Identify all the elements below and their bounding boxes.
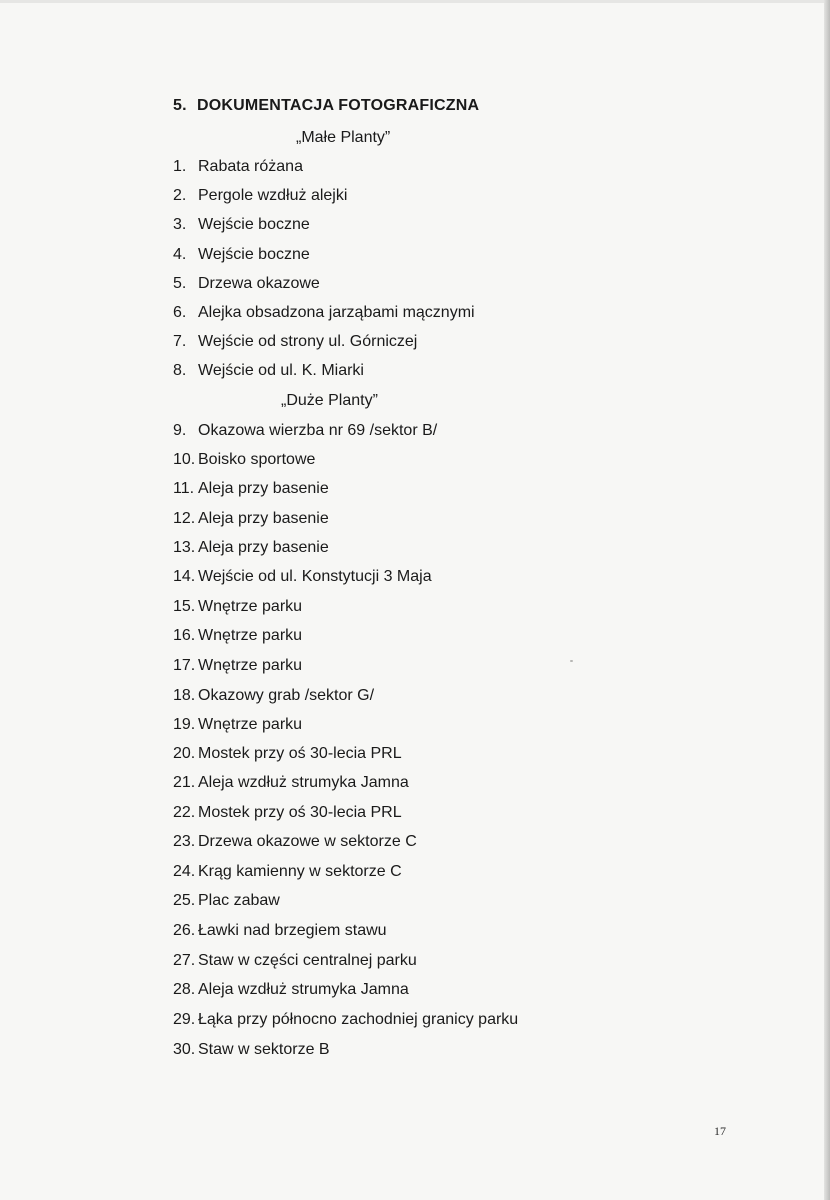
list-item [173,625,302,647]
list-item-text: Rabata różana [198,158,303,175]
list-item-text: Staw w części centralnej parku [198,952,417,969]
list-item-number: 18. [173,687,196,704]
list-item-text: Drzewa okazowe [198,275,320,292]
list-item [173,566,432,588]
list-item-text: Boisko sportowe [198,451,316,468]
list-item-number: 16. [173,627,196,644]
list-item-number: 29. [173,1011,196,1028]
list-item-text: Krąg kamienny w sektorze C [198,863,402,880]
list-item [173,920,387,942]
list-item [173,655,302,677]
list-item-text: Drzewa okazowe w sektorze C [198,833,417,850]
page-number: 17 [714,1124,726,1138]
scan-speck [570,660,573,662]
list-item-text: Aleja przy basenie [198,480,329,497]
list-item [173,950,417,972]
list-item [173,1009,518,1031]
list-item [173,508,329,530]
list-item-number: 30. [173,1041,196,1058]
list-item [173,802,402,824]
subsection-title-duze-planty: „Duże Planty” [281,392,378,409]
list-item [173,214,310,236]
list-item [173,831,417,853]
list-item [173,420,437,442]
section-heading [173,97,479,115]
list-item-number: 21. [173,774,196,791]
list-item-number: 22. [173,804,196,821]
list-item [173,861,402,883]
list-item-number: 2. [173,187,187,204]
list-item [173,244,310,266]
list-item-text: Wnętrze parku [198,657,303,674]
list-item [173,478,329,500]
list-item-text: Wejście boczne [198,246,310,263]
list-item-number: 10. [173,451,196,468]
page-right-edge [824,0,830,1200]
list-item-number: 8. [173,362,187,379]
list-item-number: 12. [173,510,196,527]
list-item [173,302,475,324]
list-item-number: 13. [173,539,196,556]
list-item [173,449,315,471]
list-item-text: Staw w sektorze B [198,1041,330,1058]
list-item [173,743,402,765]
list-item-text: Aleja wzdłuż strumyka Jamna [198,981,409,998]
list-item [173,331,417,353]
list-item-text: Pergole wzdłuż alejki [198,187,348,204]
list-item-text: Alejka obsadzona jarząbami mącznymi [198,304,475,321]
list-item-number: 27. [173,952,196,969]
list-item-number: 28. [173,981,196,998]
list-item-number: 3. [173,216,187,233]
list-item-text: Wejście boczne [198,216,310,233]
list-item [173,273,320,295]
list-item-text: Wejście od ul. K. Miarki [198,362,364,379]
list-item [173,156,303,178]
list-item-number: 7. [173,333,187,350]
subsection-title-male-planty: „Małe Planty” [296,129,391,146]
list-item-text: Wnętrze parku [198,598,303,615]
list-item-number: 17. [173,657,196,674]
list-item-text: Mostek przy oś 30-lecia PRL [198,804,402,821]
list-item-text: Wejście od ul. Konstytucji 3 Maja [198,568,432,585]
page-top-edge [0,0,830,3]
list-item-number: 9. [173,422,187,439]
list-item-text: Wnętrze parku [198,627,303,644]
list-item-text: Łąka przy północno zachodniej granicy parku [198,1011,519,1028]
list-item [173,537,329,559]
list-item [173,685,374,707]
list-item-text: Ławki nad brzegiem stawu [198,922,387,939]
list-item-text: Wnętrze parku [198,716,303,733]
section-heading-text: DOKUMENTACJA FOTOGRAFICZNA [197,97,480,114]
list-item-text: Aleja wzdłuż strumyka Jamna [198,774,409,791]
list-item [173,890,280,912]
list-item-number: 15. [173,598,196,615]
list-item-text: Mostek przy oś 30-lecia PRL [198,745,402,762]
list-item-text: Aleja przy basenie [198,510,329,527]
list-item-text: Okazowy grab /sektor G/ [198,687,375,704]
list-item [173,596,302,618]
list-item-text: Wejście od strony ul. Górniczej [198,333,418,350]
list-item [173,185,347,207]
list-item [173,360,364,382]
list-item-number: 14. [173,568,196,585]
list-item-number: 19. [173,716,196,733]
list-item-text: Plac zabaw [198,892,280,909]
list-item-number: 1. [173,158,187,175]
list-item-text: Okazowa wierzba nr 69 /sektor B/ [198,422,438,439]
list-item [173,1039,330,1061]
list-item-number: 24. [173,863,196,880]
list-item-number: 11. [173,480,195,497]
list-item-number: 4. [173,246,187,263]
list-item [173,714,302,736]
list-item-number: 23. [173,833,196,850]
list-item-number: 26. [173,922,196,939]
list-item-text: Aleja przy basenie [198,539,329,556]
section-heading-number: 5. [173,97,187,114]
list-item [173,772,409,794]
list-item-number: 20. [173,745,196,762]
list-item [173,979,409,1001]
list-item-number: 5. [173,275,187,292]
list-item-number: 25. [173,892,196,909]
list-item-number: 6. [173,304,187,321]
